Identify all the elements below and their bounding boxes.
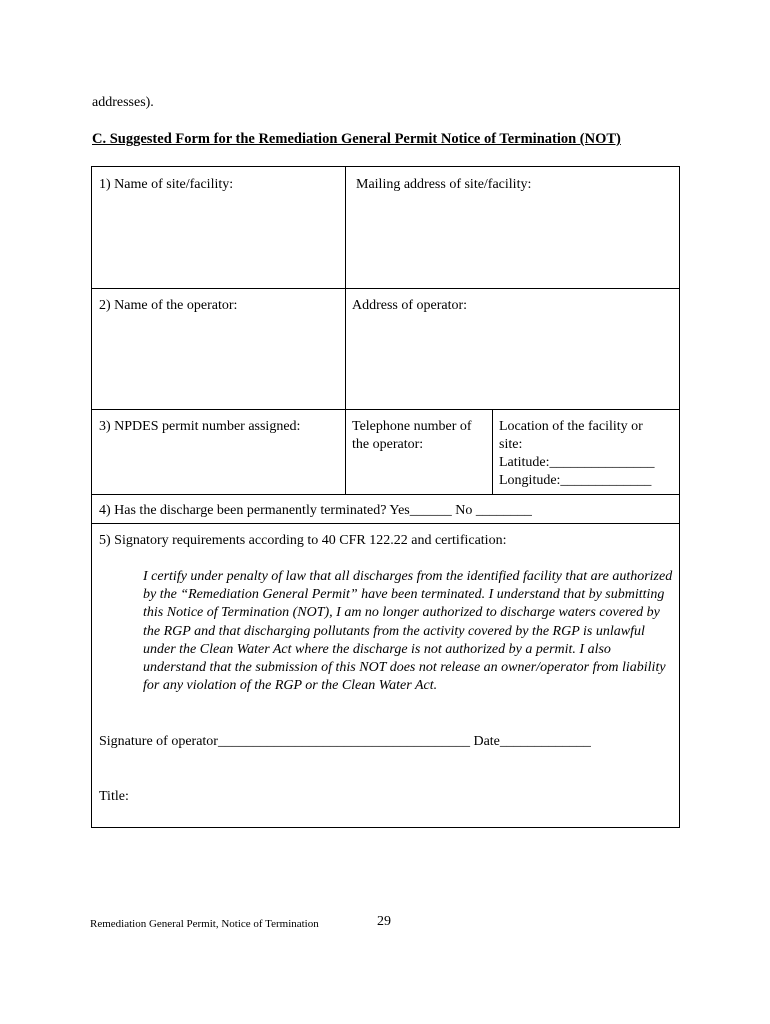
not-form-table	[91, 166, 680, 828]
title-field[interactable]: Title:	[99, 789, 129, 804]
longitude-field[interactable]: Longitude:_____________	[499, 473, 652, 488]
site-mailing-address-label: Mailing address of site/facility:	[356, 177, 532, 192]
col-divider-main	[345, 166, 346, 494]
location-label-line2: site:	[499, 437, 523, 452]
table-border-left	[91, 166, 92, 828]
row-divider-4	[91, 523, 680, 524]
operator-address-label: Address of operator:	[352, 298, 468, 313]
table-border-bottom	[91, 827, 680, 828]
continuation-text: addresses).	[92, 95, 154, 110]
page-number: 29	[377, 914, 391, 929]
section-heading: C. Suggested Form for the Remediation General Permit Notice of Termination (NOT)	[92, 131, 621, 147]
signatory-requirements-label: 5) Signatory requirements according to 40 CFR 122.22 and certification:	[99, 533, 507, 548]
location-label-line1: Location of the facility or	[499, 419, 643, 434]
telephone-label-line1: Telephone number of	[352, 419, 472, 434]
discharge-terminated-question[interactable]: 4) Has the discharge been permanently terminated? Yes______ No ________	[99, 503, 532, 518]
footer-label: Remediation General Permit, Notice of Termination	[90, 918, 319, 930]
operator-name-label: 2) Name of the operator:	[99, 298, 238, 313]
certification-text: I certify under penalty of law that all discharges from the identified facility that are authorized by the “Remediation General Permit” have been terminated. I understand that by submitting this Notice of Termination (NOT), I am no longer authorized to discharge waters covered by the RGP and that discharging pollutants from the activity covered by the RGP is unlawful under the Clean Water Act where the discharge is not authorized by a permit. I also understand that the submission of this NOT does not release an owner/operator from liability for any violation of the RGP or the Clean Water Act.	[143, 569, 673, 694]
row-divider-1	[91, 288, 680, 289]
signature-line[interactable]: Signature of operator____________________________________ Date_____________	[99, 734, 591, 749]
site-name-label: 1) Name of site/facility:	[99, 177, 234, 192]
telephone-label-line2: the operator:	[352, 437, 424, 452]
certification-statement	[143, 568, 673, 695]
row-divider-2	[91, 409, 680, 410]
row-divider-3	[91, 494, 680, 495]
operator-address-field[interactable]	[348, 317, 677, 407]
site-name-field[interactable]	[93, 196, 343, 286]
latitude-field[interactable]: Latitude:_______________	[499, 455, 655, 470]
operator-name-field[interactable]	[93, 317, 343, 407]
site-mailing-address-field[interactable]	[348, 196, 677, 286]
table-border-top	[91, 166, 680, 167]
col-divider-row3	[492, 409, 493, 494]
npdes-permit-label: 3) NPDES permit number assigned:	[99, 419, 301, 434]
table-border-right	[679, 166, 680, 828]
